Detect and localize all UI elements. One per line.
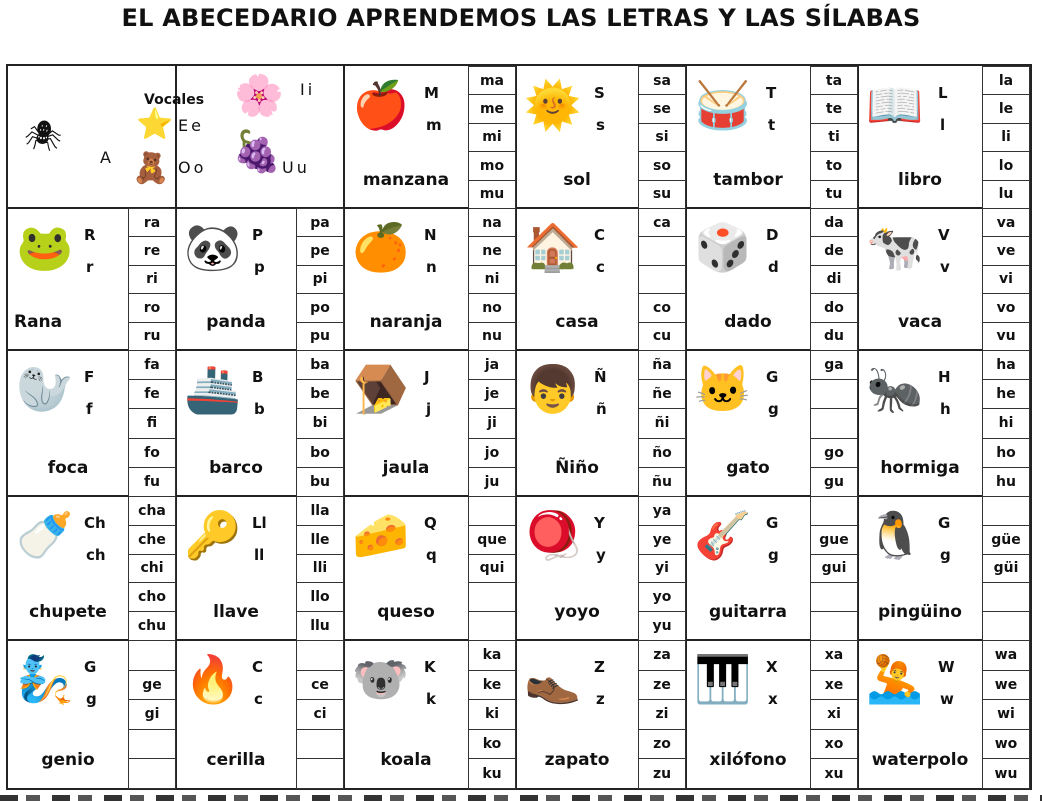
letter-cell-gato [686,350,858,496]
letter-cell-koala [344,640,516,788]
syllable-box: pi [296,265,344,294]
uppercase-letter: B [252,368,264,386]
syllable-box: te [810,94,858,123]
apple-icon: 🍎 [352,79,410,131]
letter-cell-naranja [344,208,516,350]
uppercase-letter: N [424,226,437,244]
syllable-box: sa [638,66,686,95]
syllable-box: ko [468,729,516,760]
cow-icon: 🐄 [866,221,924,273]
cropped-footer-text [0,795,1042,801]
uppercase-letter: L [938,84,948,102]
syllable-box: ga [810,350,858,380]
shoe-icon: 👞 [524,653,582,705]
syllable-box: hu [982,467,1030,497]
xylophone-icon: 🎹 [694,653,752,705]
syllable-box: mu [468,180,516,209]
letter-cell-queso [344,496,516,640]
sun-icon: 🌞 [524,79,582,131]
syllable-box: di [810,265,858,294]
uppercase-letter: R [84,226,96,244]
syllable-box: bu [296,467,344,497]
syllable-box [296,640,344,671]
lowercase-letter: g [940,546,951,564]
uppercase-letter: D [766,226,779,244]
syllable-box: cha [128,496,176,526]
lowercase-letter: ll [254,546,265,564]
word-label: guitarra [709,602,787,622]
syllable-box: tu [810,180,858,209]
syllable-box [296,758,344,789]
syllable-box: ze [638,670,686,701]
syllable-box: su [638,180,686,209]
word-label: libro [898,170,942,190]
syllable-box: fe [128,379,176,409]
letter-cell-libro [858,66,1030,208]
syllable-box: pa [296,208,344,237]
syllable-box: vu [982,322,1030,351]
lowercase-letter: g [768,400,779,418]
letter-cell-sol [516,66,686,208]
syllable-box: gi [128,699,176,730]
syllable-box: lu [982,180,1030,209]
lowercase-letter: p [254,258,265,276]
syllable-box: na [468,208,516,237]
uppercase-letter: X [766,658,778,676]
syllable-box: gue [810,525,858,555]
letter-cell-pingüino [858,496,1030,640]
syllable-box: ri [128,265,176,294]
syllable-box: yi [638,554,686,584]
syllable-box: ru [128,322,176,351]
drum-icon: 🥁 [694,79,752,131]
book-icon: 📖 [866,79,924,131]
word-label: hormiga [880,458,960,478]
letter-cell-foca [8,350,176,496]
lowercase-letter: r [86,258,94,276]
syllable-box: ku [468,758,516,789]
syllable-box: fi [128,408,176,438]
letter-cell-jaula [344,350,516,496]
syllable-box [468,496,516,526]
syllable-box: ji [468,408,516,438]
alphabet-board [6,64,1032,790]
word-label: Ñiño [555,458,599,478]
word-label: cerilla [206,750,266,770]
uppercase-letter: G [766,514,779,532]
syllable-box: po [296,293,344,322]
syllable-box: zu [638,758,686,789]
uppercase-letter: G [84,658,97,676]
lowercase-letter: s [596,116,605,134]
syllable-box: gui [810,554,858,584]
letter-cell-hormiga [858,350,1030,496]
syllable-box: ci [296,699,344,730]
syllable-box [810,408,858,438]
letter-cell-cerilla [176,640,344,788]
lowercase-letter: v [940,258,950,276]
lowercase-letter: x [768,690,778,708]
syllable-box: ce [296,670,344,701]
word-label: koala [380,750,432,770]
syllable-box: he [982,379,1030,409]
word-label: manzana [362,170,450,190]
lowercase-letter: t [768,116,776,134]
word-label: naranja [369,312,443,332]
syllable-box: xo [810,729,858,760]
syllable-box: lo [982,151,1030,180]
lowercase-letter: h [940,400,951,418]
word-label: queso [377,602,435,622]
syllable-box: da [810,208,858,237]
cheese-icon: 🧀 [352,509,410,561]
syllable-box: li [982,123,1030,152]
syllable-box: ha [982,350,1030,380]
orange-icon: 🍊 [352,221,410,273]
word-label: waterpolo [871,750,969,770]
letter-cell-ñiño [516,350,686,496]
uppercase-letter: M [424,84,439,102]
syllable-box: xu [810,758,858,789]
syllable-box: xa [810,640,858,671]
syllable-box: llo [296,582,344,612]
syllable-box: hi [982,408,1030,438]
letter-cell-dado [686,208,858,350]
syllable-box [982,582,1030,612]
panda-icon: 🐼 [184,221,242,273]
syllable-box: ñi [638,408,686,438]
spider-icon: 🕷 [24,120,63,153]
word-label: barco [209,458,263,478]
syllable-box: ti [810,123,858,152]
syllable-box: ña [638,350,686,380]
syllable-box: ka [468,640,516,671]
syllable-box: de [810,236,858,265]
syllable-box: co [638,293,686,322]
syllable-box [810,611,858,641]
word-label: genio [41,750,95,770]
lowercase-letter: c [254,690,263,708]
syllable-box: lli [296,554,344,584]
uppercase-letter: Ch [84,514,106,532]
syllable-box [810,496,858,526]
syllable-box: mo [468,151,516,180]
letter-cell-barco [176,350,344,496]
syllable-box: che [128,525,176,555]
syllable-box: bi [296,408,344,438]
syllable-box [810,582,858,612]
word-label: tambor [713,170,783,190]
letter-cell-rana [8,208,176,350]
syllable-box: güe [982,525,1030,555]
dice-icon: 🎲 [694,221,752,273]
syllable-box: ñu [638,467,686,497]
syllable-box: ni [468,265,516,294]
lowercase-letter: k [426,690,436,708]
letter-cell-guitarra [686,496,858,640]
syllable-box [810,379,858,409]
syllable-box: lle [296,525,344,555]
uppercase-letter: S [594,84,605,102]
syllable-box: chu [128,611,176,641]
uppercase-letter: Ñ [594,368,607,386]
vowels-label: Vocales [144,92,205,108]
house-icon: 🏠 [524,221,582,273]
penguin-icon: 🐧 [866,509,924,561]
lowercase-letter: w [940,690,954,708]
letter-cell-chupete [8,496,176,640]
word-label: gato [726,458,770,478]
syllable-box: zo [638,729,686,760]
word-label: dado [724,312,772,332]
syllable-box: wu [982,758,1030,789]
seal-icon: 🦭 [16,363,74,415]
lowercase-letter: y [596,546,606,564]
syllable-box: ya [638,496,686,526]
syllable-box: ju [468,467,516,497]
vowels-block [8,66,344,208]
vowel-pair: Oo [178,158,207,177]
syllable-box: ñe [638,379,686,409]
syllable-box: bo [296,438,344,468]
word-label: xilófono [709,750,787,770]
boat-icon: 🚢 [184,363,242,415]
match-icon: 🔥 [184,653,242,705]
word-label: panda [206,312,266,332]
word-label: zapato [544,750,610,770]
syllable-box: le [982,94,1030,123]
bear-icon: 🧸 [132,152,170,185]
lowercase-letter: ñ [596,400,607,418]
syllable-box: wa [982,640,1030,671]
letter-cell-waterpolo [858,640,1030,788]
word-label: jaula [382,458,430,478]
syllable-box: be [296,379,344,409]
syllable-box: ca [638,208,686,237]
lowercase-letter: b [254,400,265,418]
uppercase-letter: G [766,368,779,386]
syllable-box: yo [638,582,686,612]
syllable-box: lla [296,496,344,526]
star-icon: ⭐ [136,108,174,141]
lowercase-letter: q [426,546,437,564]
syllable-box: fa [128,350,176,380]
lowercase-letter: g [768,546,779,564]
uppercase-letter: Ll [252,514,267,532]
syllable-box: vo [982,293,1030,322]
frog-icon: 🐸 [16,221,74,273]
yoyo-icon: 🪀 [524,509,582,561]
vowel-pair: A [100,148,114,167]
syllable-box [982,611,1030,641]
uppercase-letter: Z [594,658,605,676]
syllable-box: mi [468,123,516,152]
waterpolo-icon: 🤽 [866,653,924,705]
letter-cell-yoyo [516,496,686,640]
vowel-pair: Ii [300,80,316,99]
syllable-box [128,729,176,760]
vowel-pair: Ee [178,116,204,135]
word-label: foca [47,458,89,478]
syllable-box: gu [810,467,858,497]
syllable-box: fo [128,438,176,468]
uppercase-letter: V [938,226,950,244]
uppercase-letter: C [594,226,606,244]
syllable-box: güi [982,554,1030,584]
syllable-box: si [638,123,686,152]
syllable-box: ra [128,208,176,237]
syllable-box: du [810,322,858,351]
letter-cell-llave [176,496,344,640]
syllable-box: fu [128,467,176,497]
letter-cell-genio [8,640,176,788]
letter-cell-vaca [858,208,1030,350]
syllable-box: que [468,525,516,555]
letter-cell-xilófono [686,640,858,788]
word-label: sol [563,170,591,190]
word-label: pingüino [878,602,962,622]
uppercase-letter: P [252,226,263,244]
lowercase-letter: l [940,116,946,134]
syllable-box [982,496,1030,526]
syllable-box: ta [810,66,858,95]
syllable-box: yu [638,611,686,641]
boy-icon: 👦 [524,363,582,415]
syllable-box: go [810,438,858,468]
syllable-box: jo [468,438,516,468]
vowel-pair: Uu [282,158,310,177]
syllable-box: chi [128,554,176,584]
genie-icon: 🧞 [16,653,74,705]
syllable-box: do [810,293,858,322]
ant-icon: 🐜 [866,363,924,415]
page-title: EL ABECEDARIO APRENDEMOS LAS LETRAS Y LAS SÍLABAS [121,4,921,32]
letter-cell-manzana [344,66,516,208]
syllable-box: pu [296,322,344,351]
syllable-box: to [810,151,858,180]
uppercase-letter: H [938,368,951,386]
letter-cell-zapato [516,640,686,788]
syllable-box [638,236,686,265]
syllable-box: cho [128,582,176,612]
syllable-box: ve [982,236,1030,265]
cat-icon: 🐱 [694,363,752,415]
syllable-box: ba [296,350,344,380]
syllable-box: za [638,640,686,671]
syllable-box: re [128,236,176,265]
syllable-box: va [982,208,1030,237]
word-label: llave [213,602,259,622]
guitar-icon: 🎸 [694,509,752,561]
syllable-box: me [468,94,516,123]
syllable-box: zi [638,699,686,730]
syllable-box [296,729,344,760]
uppercase-letter: F [84,368,95,386]
letter-cell-panda [176,208,344,350]
letter-cell-casa [516,208,686,350]
syllable-box: wi [982,699,1030,730]
key-icon: 🔑 [184,509,242,561]
lowercase-letter: m [426,116,442,134]
syllable-box: ne [468,236,516,265]
syllable-box: wo [982,729,1030,760]
uppercase-letter: Y [594,514,605,532]
lowercase-letter: j [426,400,432,418]
syllable-box: xi [810,699,858,730]
syllable-box [638,265,686,294]
word-label: vaca [897,312,943,332]
koala-icon: 🐨 [352,653,410,705]
lowercase-letter: ch [86,546,106,564]
syllable-box: so [638,151,686,180]
syllable-box: ke [468,670,516,701]
hydrangea-icon: 🌸 [234,74,284,118]
uppercase-letter: W [938,658,955,676]
cage-icon: 🪤 [352,363,410,415]
syllable-box: no [468,293,516,322]
word-label: casa [555,312,599,332]
syllable-box: je [468,379,516,409]
syllable-box: vi [982,265,1030,294]
syllable-box [128,640,176,671]
syllable-box: ye [638,525,686,555]
word-label: yoyo [554,602,600,622]
uppercase-letter: T [766,84,777,102]
lowercase-letter: z [596,690,605,708]
syllable-box: pe [296,236,344,265]
grapes-icon: 🍇 [232,130,282,174]
syllable-box [468,582,516,612]
syllable-box: la [982,66,1030,95]
lowercase-letter: n [426,258,437,276]
uppercase-letter: K [424,658,436,676]
uppercase-letter: Q [424,514,437,532]
word-label: chupete [29,602,107,622]
syllable-box: ki [468,699,516,730]
syllable-box: ja [468,350,516,380]
uppercase-letter: C [252,658,264,676]
word-label: Rana [14,312,63,332]
syllable-box: llu [296,611,344,641]
pacifier-icon: 🍼 [16,509,74,561]
syllable-box: ge [128,670,176,701]
syllable-box [128,758,176,789]
syllable-box: nu [468,322,516,351]
syllable-box: ho [982,438,1030,468]
lowercase-letter: d [768,258,779,276]
uppercase-letter: G [938,514,951,532]
lowercase-letter: f [86,400,93,418]
uppercase-letter: J [424,368,430,386]
syllable-box: xe [810,670,858,701]
lowercase-letter: g [86,690,97,708]
letter-cell-tambor [686,66,858,208]
syllable-box: we [982,670,1030,701]
syllable-box: cu [638,322,686,351]
syllable-box: qui [468,554,516,584]
syllable-box: ño [638,438,686,468]
syllable-box [468,611,516,641]
syllable-box: ro [128,293,176,322]
syllable-box: se [638,94,686,123]
syllable-box: ma [468,66,516,95]
lowercase-letter: c [596,258,605,276]
